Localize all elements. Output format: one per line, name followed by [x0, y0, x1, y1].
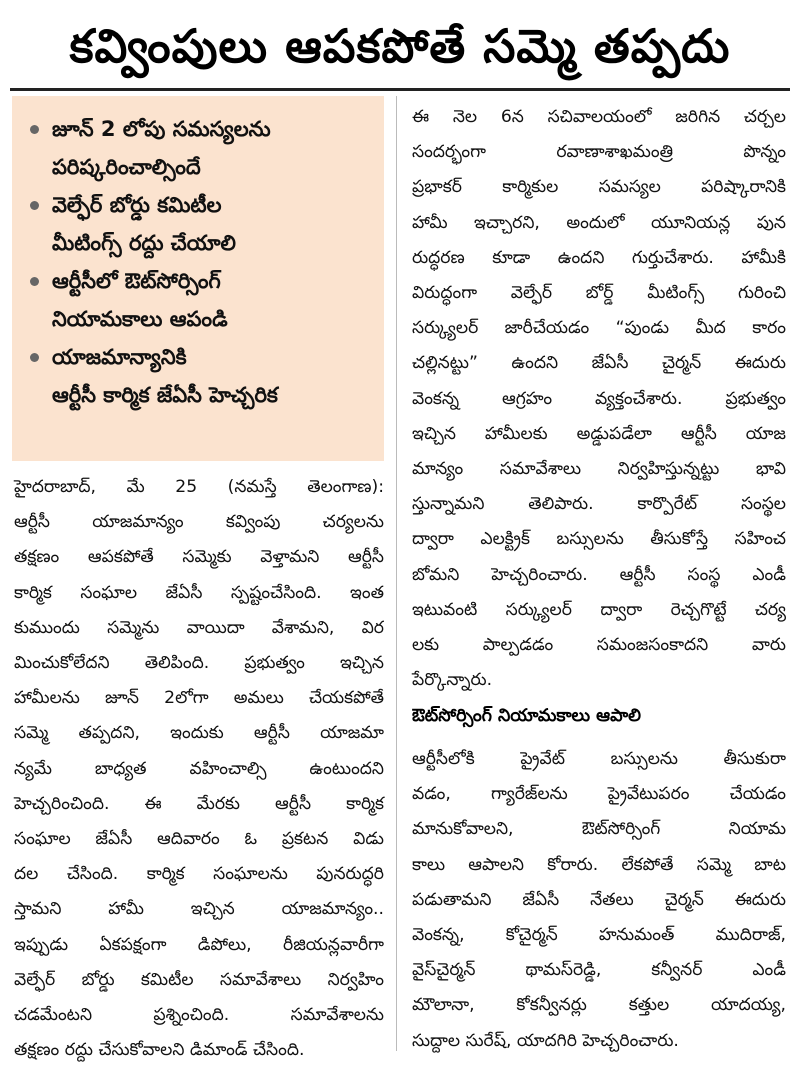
text-line: లకు పాల్పడడం సమంజసంకాదని వారు — [412, 635, 786, 656]
highlight-item — [26, 262, 374, 338]
text-line: ఆర్టీసీ యాజమాన్యం కవ్వింపు చర్యలను — [14, 512, 384, 533]
text-line: సమ్మె తప్పదని, ఇందుకు ఆర్టీసీ యాజమా — [14, 723, 384, 744]
bullet-icon — [30, 125, 39, 134]
text-line: పేర్కొన్నారు. — [412, 670, 493, 691]
subheading: ఔట్‌సోర్సింగ్ నియామకాలు ఆపాలి — [412, 706, 641, 726]
highlight-line: వెల్ఫేర్ బోర్డు కమిటీల — [52, 193, 222, 217]
highlight-line: ఆర్టీసీలో ఔట్‌సోర్సింగ్ — [52, 269, 221, 293]
text-line: తక్షణం ఆపకపోతే సమ్మెకు వెళ్తామని ఆర్టీసీ — [14, 547, 384, 568]
text-line: చల్లినట్టు” ఉందని జేఏసీ చైర్మన్ ఈదురు — [412, 353, 786, 374]
text-line: వెల్ఫేర్ బోర్డు కమిటీల సమావేశాలు నిర్వహిం — [14, 969, 384, 990]
headline: కవ్వింపులు ఆపకపోతే సమ్మె తప్పదు — [69, 19, 731, 73]
text-line: ఇప్పుడు ఏకపక్షంగా డిపోలు, రీజియన్లవారీగా — [14, 934, 384, 955]
text-line: కాలు ఆపాలని కోరారు. లేకపోతే సమ్మె బాట — [412, 854, 786, 875]
text-line: ఈ నెల 6న సచివాలయంలో జరిగిన చర్చల — [412, 107, 786, 127]
text-line: ఆర్టీసీలోకి ప్రైవేట్ బస్సులను తీసుకురా — [412, 749, 786, 769]
highlight-line: మీటింగ్స్ రద్దు చేయాలి — [52, 231, 236, 255]
text-line: ద్వారా ఎలక్ట్రిక్ బస్సులను తీసుకోస్తే సహించ — [412, 529, 786, 550]
text-line: ప్రభాకర్ కార్మికుల సమస్యల పరిష్కారానికి — [412, 177, 786, 198]
bullet-icon — [30, 201, 39, 210]
text-line: సంఘాల జేఏసీ ఆదివారం ఓ ప్రకటన విడు — [14, 829, 384, 850]
text-line: రుద్ధరణ కూడా ఉందని గుర్తుచేశారు. హామీకి — [412, 247, 786, 268]
text-line: మానుకోవాలని, ఔట్‌సోర్సింగ్ నియామ — [412, 819, 786, 840]
text-line: పడుతామని జేఏసీ నేతలు చైర్మన్ ఈదురు — [412, 889, 786, 910]
text-line: స్తామని హామీ ఇచ్చిన యాజమాన్యం.. — [14, 899, 384, 920]
text-line: మించుకోలేదని తెలిపింది. ప్రభుత్వం ఇచ్చిన — [14, 653, 384, 674]
highlight-line: పరిష్కరించాల్సిందే — [52, 155, 201, 179]
headline-rule — [10, 88, 790, 91]
bullet-icon — [30, 277, 39, 286]
text-line: సర్క్యులర్ జారీచేయడం “పుండు మీద కారం — [412, 318, 786, 339]
highlight-line: నియామకాలు ఆపండి — [52, 307, 228, 331]
text-line: కార్మిక సంఘాల జేఏసీ స్పష్టంచేసింది. ఇంత — [14, 582, 384, 603]
bullet-icon — [30, 353, 39, 362]
left-column — [14, 470, 384, 1068]
highlight-item — [26, 186, 374, 262]
column-divider — [396, 96, 397, 1051]
text-line: న్యమే బాధ్యత వహించాల్సి ఉంటుందని — [14, 758, 384, 779]
text-line: సందర్భంగా రవాణాశాఖమంత్రి పొన్నం — [412, 142, 786, 163]
highlight-line: యాజమాన్యానికి — [52, 345, 187, 369]
text-line: ఇటువంటి సర్క్యులర్ ద్వారా రెచ్చగొట్టే చర్య — [412, 599, 786, 620]
text-line: హైదరాబాద్, మే 25 (నమస్తే తెలంగాణ): — [14, 477, 384, 497]
text-line: వెంకన్న, కోచైర్మన్ హనుమంత్ ముదిరాజ్, — [412, 925, 786, 946]
text-line: సుద్దాల సురేష్, యాదగిరి హెచ్చరించారు. — [412, 1030, 679, 1051]
highlight-item — [26, 110, 374, 186]
text-line: విరుద్ధంగా వెల్ఫేర్ బోర్డ్ మీటింగ్స్ గురించి — [412, 283, 786, 304]
text-line: హెచ్చరించింది. ఈ మేరకు ఆర్టీసీ కార్మిక — [14, 793, 384, 814]
highlights-box — [12, 96, 384, 461]
text-line: మాన్యం సమావేశాలు నిర్వహిస్తున్నట్టు భావి — [412, 459, 786, 480]
text-line: మౌలానా, కోకన్వీనర్లు కత్తుల యాదయ్య, — [412, 995, 786, 1016]
text-line: ఇచ్చిన హామీలకు అడ్డుపడేలా ఆర్టీసీ యాజ — [412, 423, 786, 444]
highlight-item — [26, 338, 374, 414]
text-line: కుముందు సమ్మెను వాయిదా వేశామని, విర — [14, 617, 384, 638]
text-line: తక్షణం రద్దు చేసుకోవాలని డిమాండ్ చేసింది. — [14, 1040, 305, 1061]
highlight-line: జూన్ 2 లోపు సమస్యలను — [52, 117, 271, 141]
text-line: చడమేంటని ప్రశ్నించింది. సమావేశాలను — [14, 1005, 384, 1026]
highlight-line: ఆర్టీసీ కార్మిక జేఏసీ హెచ్చరిక — [52, 383, 278, 407]
text-line: హామీ ఇచ్చారని, అందులో యూనియన్ల పున — [412, 212, 786, 233]
right-column-continued — [412, 742, 786, 1059]
text-line: వడం, గ్యారేజ్‌లను ప్రైవేటుపరం చేయడం — [412, 784, 786, 805]
text-line: వైస్‌చైర్మన్ థామస్‌రెడ్డి, కన్వీనర్ ఎండీ — [412, 960, 786, 981]
text-line: స్తున్నామని తెలిపారు. కార్పొరేట్ సంస్థల — [412, 494, 786, 515]
text-line: హామీలను జూన్ 2లోగా అమలు చేయకపోతే — [14, 688, 384, 709]
right-column — [412, 100, 786, 698]
text-line: బోమని హెచ్చరించారు. ఆర్టీసీ సంస్థ ఎండీ — [412, 564, 786, 585]
text-line: వెంకన్న ఆగ్రహం వ్యక్తంచేశారు. ప్రభుత్వం — [412, 388, 786, 409]
text-line: దల చేసింది. కార్మిక సంఘాలను పునరుద్ధరి — [14, 864, 384, 885]
